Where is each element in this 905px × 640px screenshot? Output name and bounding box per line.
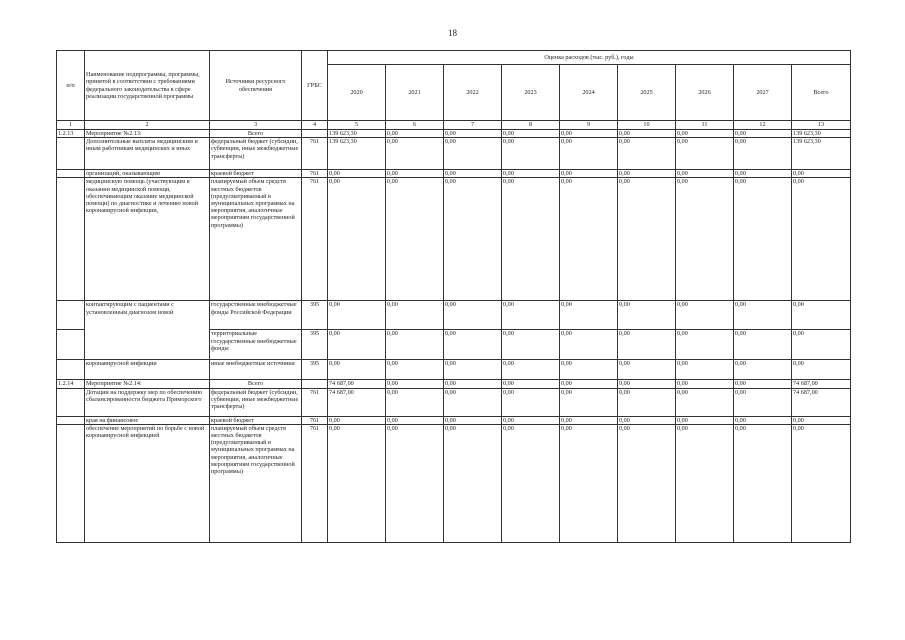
amount-cell: 0,00 — [734, 388, 792, 416]
amount-cell: 0,00 — [792, 360, 851, 380]
amount-cell: 0,00 — [676, 388, 734, 416]
header-grbs: ГРБС — [302, 51, 328, 121]
grbs-code: 761 — [302, 138, 328, 170]
funding-source: федеральный бюджет (субсидии, субвенции, иные межбюджетные трансферты) — [210, 388, 302, 416]
total-value: 0,00 — [560, 130, 618, 138]
id-cell — [57, 170, 85, 178]
amount-cell: 0,00 — [734, 170, 792, 178]
amount-cell: 0,00 — [386, 416, 444, 424]
amount-cell: 0,00 — [386, 330, 444, 360]
id-cell — [57, 388, 85, 416]
grbs-code: 761 — [302, 416, 328, 424]
amount-cell: 0,00 — [792, 178, 851, 301]
funding-source: планируемый объем средств местных бюджетов (предусматриваемый в муниципальных программах на мероприятия, аналогичные мероприятиям государственной программы) — [210, 424, 302, 542]
source-row — [57, 388, 851, 416]
measure-name-part: Дотации на поддержку мер по обеспечению сбалансированности бюджета Приморского — [85, 388, 210, 416]
source-row — [57, 178, 851, 301]
header-year: 2027 — [734, 65, 792, 121]
id-cell — [57, 416, 85, 424]
amount-cell: 0,00 — [560, 170, 618, 178]
measure-name-part: медицинскую помощь (участвующим в оказании медицинской помощи, обеспечивающим оказание медицинской помощи) по диагностике и лечению новой коронавирусной инфекции, — [85, 178, 210, 301]
header-name: Наименование подпрограммы, программы, принятой в соответствии с требованиями федерального законодательства в сфере реализации государственной программы — [85, 51, 210, 121]
total-value: 0,00 — [676, 130, 734, 138]
grbs-cell — [302, 380, 328, 388]
amount-cell: 0,00 — [618, 178, 676, 301]
header-total: Всего — [792, 65, 851, 121]
amount-cell: 0,00 — [618, 170, 676, 178]
amount-cell: 0,00 — [734, 360, 792, 380]
amount-cell: 0,00 — [386, 178, 444, 301]
total-value: 0,00 — [502, 380, 560, 388]
header-source: Источники ресурсного обеспечения — [210, 51, 302, 121]
amount-cell: 0,00 — [386, 138, 444, 170]
amount-cell: 0,00 — [502, 301, 560, 330]
col-number: 2 — [85, 121, 210, 130]
header-year: 2020 — [328, 65, 386, 121]
col-number: 6 — [386, 121, 444, 130]
total-value: 0,00 — [444, 130, 502, 138]
id-cell — [57, 138, 85, 170]
total-value: 139 623,30 — [792, 130, 851, 138]
source-row — [57, 138, 851, 170]
funding-source: краевой бюджет — [210, 170, 302, 178]
budget-table — [56, 50, 851, 543]
amount-cell: 0,00 — [444, 416, 502, 424]
total-value: 0,00 — [734, 380, 792, 388]
measure-name-part: контактирующим с пациентами с установленным диагнозом новой — [85, 301, 210, 360]
source-row — [57, 170, 851, 178]
grbs-cell — [302, 130, 328, 138]
amount-cell: 0,00 — [502, 330, 560, 360]
amount-cell: 0,00 — [618, 330, 676, 360]
amount-cell: 0,00 — [444, 424, 502, 542]
amount-cell: 0,00 — [792, 416, 851, 424]
amount-cell: 0,00 — [386, 170, 444, 178]
col-number: 13 — [792, 121, 851, 130]
col-number: 7 — [444, 121, 502, 130]
header-year: 2021 — [386, 65, 444, 121]
amount-cell: 0,00 — [676, 424, 734, 542]
amount-cell: 0,00 — [792, 301, 851, 330]
amount-cell: 0,00 — [328, 424, 386, 542]
amount-cell: 0,00 — [734, 301, 792, 330]
id-cell — [57, 330, 85, 360]
amount-cell: 0,00 — [444, 301, 502, 330]
amount-cell: 0,00 — [618, 388, 676, 416]
column-number-row — [57, 121, 851, 130]
section-id: 1.2.13 — [57, 130, 85, 138]
amount-cell: 0,00 — [444, 360, 502, 380]
id-cell — [57, 360, 85, 380]
col-number: 12 — [734, 121, 792, 130]
source-row — [57, 301, 851, 330]
sections-body — [57, 130, 851, 543]
source-row — [57, 416, 851, 424]
amount-cell: 0,00 — [444, 138, 502, 170]
amount-cell: 0,00 — [502, 360, 560, 380]
amount-cell: 0,00 — [328, 416, 386, 424]
amount-cell: 0,00 — [676, 360, 734, 380]
total-value: 0,00 — [618, 380, 676, 388]
amount-cell: 139 623,30 — [328, 138, 386, 170]
amount-cell: 0,00 — [444, 330, 502, 360]
grbs-code: 761 — [302, 388, 328, 416]
source-row — [57, 424, 851, 542]
funding-source: федеральный бюджет (субсидии, субвенции, иные межбюджетные трансферты) — [210, 138, 302, 170]
amount-cell: 0,00 — [502, 424, 560, 542]
amount-cell: 0,00 — [676, 301, 734, 330]
col-number: 1 — [57, 121, 85, 130]
amount-cell: 139 623,30 — [792, 138, 851, 170]
amount-cell: 0,00 — [328, 360, 386, 380]
amount-cell: 0,00 — [328, 301, 386, 330]
total-value: 0,00 — [618, 130, 676, 138]
header-year: 2023 — [502, 65, 560, 121]
amount-cell: 0,00 — [328, 330, 386, 360]
source-row — [57, 360, 851, 380]
amount-cell: 0,00 — [386, 301, 444, 330]
amount-cell: 0,00 — [502, 178, 560, 301]
amount-cell: 0,00 — [560, 424, 618, 542]
amount-cell: 0,00 — [676, 170, 734, 178]
amount-cell: 0,00 — [676, 178, 734, 301]
amount-cell: 0,00 — [676, 416, 734, 424]
col-number: 9 — [560, 121, 618, 130]
id-cell — [57, 178, 85, 301]
section-title: Мероприятие №2.14: — [85, 380, 210, 388]
amount-cell: 0,00 — [502, 416, 560, 424]
amount-cell: 0,00 — [502, 170, 560, 178]
amount-cell: 0,00 — [560, 360, 618, 380]
total-value: 0,00 — [560, 380, 618, 388]
col-number: 8 — [502, 121, 560, 130]
grbs-code: 761 — [302, 170, 328, 178]
amount-cell: 0,00 — [618, 424, 676, 542]
grbs-code: 395 — [302, 360, 328, 380]
amount-cell: 0,00 — [618, 138, 676, 170]
amount-cell: 0,00 — [618, 416, 676, 424]
amount-cell: 0,00 — [444, 170, 502, 178]
amount-cell: 0,00 — [502, 388, 560, 416]
amount-cell: 0,00 — [676, 138, 734, 170]
header-estimate: Оценка расходов (тыс. руб.), годы — [328, 51, 851, 65]
amount-cell: 0,00 — [734, 330, 792, 360]
amount-cell: 0,00 — [560, 301, 618, 330]
measure-name-part: организаций, оказывающим — [85, 170, 210, 178]
measure-name-part: края на финансовое — [85, 416, 210, 424]
total-label: Всего — [210, 380, 302, 388]
amount-cell: 0,00 — [734, 138, 792, 170]
amount-cell: 0,00 — [734, 416, 792, 424]
header-year: 2022 — [444, 65, 502, 121]
amount-cell: 0,00 — [618, 360, 676, 380]
amount-cell: 0,00 — [386, 388, 444, 416]
amount-cell: 0,00 — [734, 178, 792, 301]
page-number: 18 — [448, 28, 457, 38]
measure-name-part: коронавирусной инфекции — [85, 360, 210, 380]
total-value: 139 623,30 — [328, 130, 386, 138]
grbs-code: 761 — [302, 424, 328, 542]
amount-cell: 0,00 — [560, 388, 618, 416]
grbs-code: 395 — [302, 330, 328, 360]
amount-cell: 0,00 — [444, 178, 502, 301]
amount-cell: 0,00 — [792, 170, 851, 178]
amount-cell: 74 687,00 — [792, 388, 851, 416]
col-number: 4 — [302, 121, 328, 130]
amount-cell: 0,00 — [560, 178, 618, 301]
amount-cell: 0,00 — [328, 178, 386, 301]
total-value: 0,00 — [734, 130, 792, 138]
id-cell — [57, 424, 85, 542]
amount-cell: 0,00 — [386, 360, 444, 380]
id-cell — [57, 301, 85, 330]
section-total-row — [57, 380, 851, 388]
amount-cell: 0,00 — [792, 330, 851, 360]
amount-cell: 0,00 — [560, 416, 618, 424]
col-number: 3 — [210, 121, 302, 130]
section-title: Мероприятие №2.13: — [85, 130, 210, 138]
amount-cell: 0,00 — [560, 138, 618, 170]
amount-cell: 0,00 — [444, 388, 502, 416]
amount-cell: 0,00 — [502, 138, 560, 170]
amount-cell: 0,00 — [734, 424, 792, 542]
amount-cell: 0,00 — [560, 330, 618, 360]
amount-cell: 0,00 — [386, 424, 444, 542]
funding-source: краевой бюджет — [210, 416, 302, 424]
total-value: 74 687,00 — [792, 380, 851, 388]
header-year: 2024 — [560, 65, 618, 121]
total-value: 0,00 — [676, 380, 734, 388]
grbs-code: 395 — [302, 301, 328, 330]
header-year: 2026 — [676, 65, 734, 121]
funding-source: территориальные государственные внебюджетные фонды — [210, 330, 302, 360]
header-pp: п/п — [57, 51, 85, 121]
total-value: 74 687,00 — [328, 380, 386, 388]
amount-cell: 74 687,00 — [328, 388, 386, 416]
total-value: 0,00 — [502, 130, 560, 138]
section-id: 1.2.14 — [57, 380, 85, 388]
header-year: 2025 — [618, 65, 676, 121]
col-number: 10 — [618, 121, 676, 130]
col-number: 11 — [676, 121, 734, 130]
amount-cell: 0,00 — [792, 424, 851, 542]
amount-cell: 0,00 — [676, 330, 734, 360]
total-value: 0,00 — [444, 380, 502, 388]
amount-cell: 0,00 — [618, 301, 676, 330]
funding-source: иные внебюджетные источники — [210, 360, 302, 380]
section-total-row — [57, 130, 851, 138]
grbs-code: 761 — [302, 178, 328, 301]
funding-source: планируемый объем средств местных бюджетов (предусматриваемый в муниципальных программах на мероприятия, аналогичные мероприятиям государственной программы) — [210, 178, 302, 301]
col-number: 5 — [328, 121, 386, 130]
total-value: 0,00 — [386, 130, 444, 138]
total-label: Всего — [210, 130, 302, 138]
amount-cell: 0,00 — [328, 170, 386, 178]
funding-source: государственные внебюджетные фонды Российской Федерации — [210, 301, 302, 330]
measure-name-part: обеспечение мероприятий по борьбе с новой коронавирусной инфекцией — [85, 424, 210, 542]
measure-name-part: Дополнительные выплаты медицинским и иным работникам медицинских и иных — [85, 138, 210, 170]
total-value: 0,00 — [386, 380, 444, 388]
